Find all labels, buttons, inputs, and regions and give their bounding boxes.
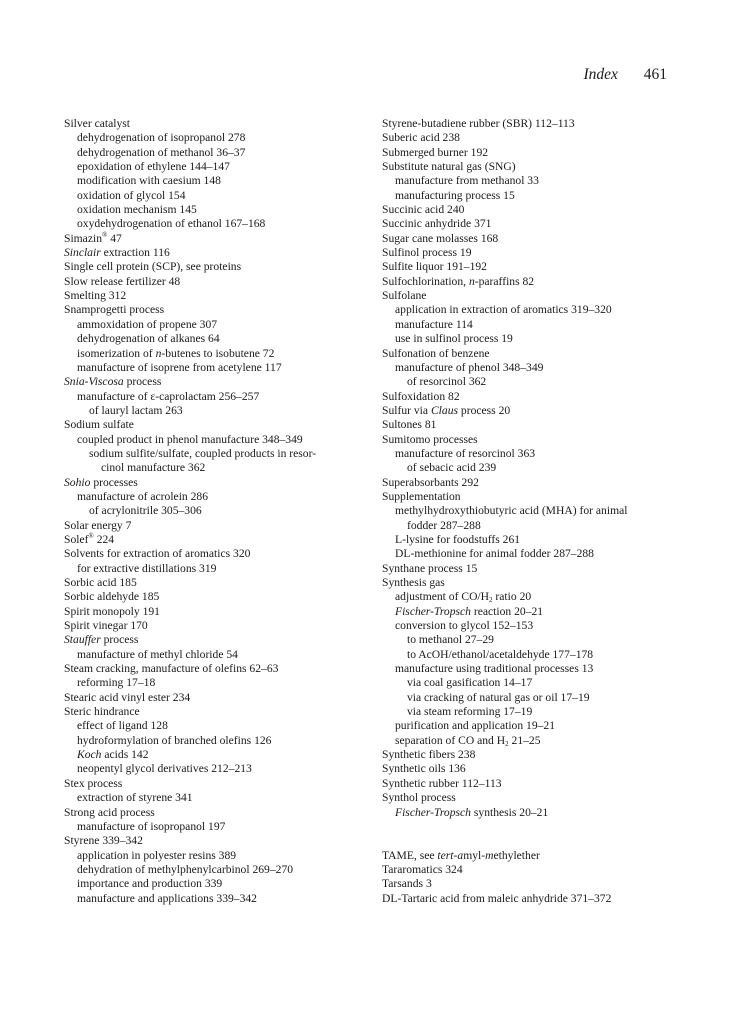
index-entry xyxy=(382,347,667,361)
entry-text: via cracking of natural gas or oil 17–19 xyxy=(407,690,590,704)
index-entry xyxy=(382,131,667,145)
entry-text: Styrene-butadiene rubber (SBR) 112–113 xyxy=(382,117,575,130)
entry-text: adjustment of CO/H xyxy=(395,590,490,604)
entry-text: separation of CO and H xyxy=(395,733,506,747)
index-entry xyxy=(382,476,667,490)
index-entry xyxy=(64,605,364,619)
entry-text: manufacture of phenol 348–349 xyxy=(395,360,544,374)
index-subentry xyxy=(382,533,667,547)
index-entry xyxy=(382,433,667,447)
entry-text: via steam reforming 17–19 xyxy=(407,705,533,719)
index-subentry xyxy=(64,361,364,375)
entry-text: ® xyxy=(102,230,108,239)
index-subentry xyxy=(382,734,667,748)
index-entry xyxy=(382,203,667,217)
entry-text: Sorbic aldehyde 185 xyxy=(64,590,160,604)
entry-text: Fischer-Tropsch xyxy=(395,805,471,819)
index-subentry xyxy=(64,404,364,418)
entry-text: isomerization of xyxy=(77,346,156,360)
index-entry xyxy=(64,260,364,274)
entry-text: epoxidation of ethylene 144–147 xyxy=(77,160,230,174)
entry-text: Synthetic rubber 112–113 xyxy=(382,776,502,790)
entry-text: Solvents for extraction of aromatics 320 xyxy=(64,547,251,561)
entry-text: Synthane process 15 xyxy=(382,561,478,575)
entry-text: Claus xyxy=(430,403,459,417)
entry-text: 224 xyxy=(93,532,115,546)
index-subentry xyxy=(382,332,667,346)
entry-text: to methanol 27–29 xyxy=(407,633,494,647)
entry-text: dehydrogenation of isopropanol 278 xyxy=(77,131,246,145)
entry-text: Sulfolane xyxy=(382,289,427,303)
entry-text: manufacture 114 xyxy=(395,317,473,331)
index-entry xyxy=(64,519,364,533)
entry-text: -paraffins 82 xyxy=(474,274,535,288)
entry-text: Spirit monopoly 191 xyxy=(64,604,160,618)
entry-text: manufacture of methyl chloride 54 xyxy=(77,647,238,661)
entry-text: Synthetic fibers 238 xyxy=(382,748,476,762)
index-entry xyxy=(382,490,667,504)
index-subentry xyxy=(64,820,364,834)
index-subentry xyxy=(64,189,364,203)
index-subentry xyxy=(64,863,364,877)
entry-text: Synthol process xyxy=(382,791,456,805)
index-subentry xyxy=(64,892,364,906)
index-subentry xyxy=(64,648,364,662)
entry-text: via coal gasification 14–17 xyxy=(407,676,533,690)
entry-text: Tararomatics 324 xyxy=(382,862,463,876)
entry-text: n xyxy=(155,346,162,360)
index-subentry xyxy=(64,217,364,231)
entry-text: Sohio xyxy=(64,475,91,489)
entry-text: application in extraction of aromatics 319–320 xyxy=(395,303,612,317)
entry-text: ethylether xyxy=(493,848,540,862)
section-title: Index xyxy=(583,66,618,83)
index-subentry xyxy=(64,490,364,504)
index-subentry xyxy=(64,146,364,160)
entry-text: to AcOH/ethanol/acetaldehyde 177–178 xyxy=(407,647,594,661)
entry-text: 2 xyxy=(489,596,493,605)
entry-text: Succinic anhydride 371 xyxy=(382,217,492,231)
index-entry xyxy=(64,232,364,246)
index-subentry xyxy=(64,791,364,805)
index-entry xyxy=(64,576,364,590)
entry-text: Sulfinol process 19 xyxy=(382,246,472,260)
entry-text: reforming 17–18 xyxy=(77,676,156,690)
entry-text: Stearic acid vinyl ester 234 xyxy=(64,690,191,704)
index-subentry xyxy=(382,676,667,690)
index-subentry xyxy=(382,447,667,461)
index-subentry xyxy=(64,203,364,217)
entry-text: hydroformylation of branched olefins 126 xyxy=(77,733,272,747)
entry-text: Steric hindrance xyxy=(64,705,140,719)
entry-text: Styrene 339–342 xyxy=(64,834,143,848)
entry-text: Sugar cane molasses 168 xyxy=(382,231,499,245)
entry-text: manufacture using traditional processes 13 xyxy=(395,662,594,676)
entry-text: Sultones 81 xyxy=(382,418,437,432)
entry-text: methylhydroxythiobutyric acid (MHA) for animal xyxy=(395,504,628,518)
entry-text: Steam cracking, manufacture of olefins 62–63 xyxy=(64,662,279,676)
entry-text: Superabsorbants 292 xyxy=(382,475,479,489)
index-entry xyxy=(382,217,667,231)
index-entry xyxy=(64,777,364,791)
index-entry xyxy=(64,275,364,289)
index-subentry xyxy=(64,762,364,776)
entry-text: Sulfochlorination, xyxy=(382,274,469,288)
index-entry xyxy=(64,289,364,303)
index-subentry xyxy=(382,705,667,719)
index-subentry xyxy=(382,806,667,820)
entry-text: Strong acid process xyxy=(64,805,155,819)
index-entry xyxy=(382,246,667,260)
entry-text: synthesis 20–21 xyxy=(470,805,549,819)
entry-text: Tarsands 3 xyxy=(382,877,432,891)
entry-text: use in sulfinol process 19 xyxy=(395,332,513,346)
entry-text: Solef xyxy=(64,532,89,546)
entry-text: Sumitomo processes xyxy=(382,432,478,446)
entry-text: Suberic acid 238 xyxy=(382,131,460,145)
index-subentry xyxy=(64,849,364,863)
entry-text: DL-methionine for animal fodder 287–288 xyxy=(395,547,594,561)
entry-text: process 20 xyxy=(458,403,511,417)
entry-text: manufacture of resorcinol 363 xyxy=(395,446,536,460)
entry-text: manufacture of isopropanol 197 xyxy=(77,819,226,833)
index-entry xyxy=(382,232,667,246)
entry-text: importance and production 339 xyxy=(77,877,223,891)
index-subentry xyxy=(64,748,364,762)
entry-text: L-lysine for foodstuffs 261 xyxy=(395,532,521,546)
index-subentry xyxy=(382,504,667,518)
entry-text: tert xyxy=(437,848,454,862)
index-subentry xyxy=(382,719,667,733)
entry-text: 21–25 xyxy=(508,733,541,747)
entry-text: Koch xyxy=(77,748,102,762)
entry-text: Submerged burner 192 xyxy=(382,145,489,159)
index-entry xyxy=(382,275,667,289)
entry-text: oxydehydrogenation of ethanol 167–168 xyxy=(77,217,266,231)
index-gap xyxy=(382,820,667,834)
entry-text: Synthesis gas xyxy=(382,576,445,589)
index-subentry xyxy=(382,648,667,662)
entry-text: Single cell protein (SCP), see proteins xyxy=(64,260,242,274)
entry-text: effect of ligand 128 xyxy=(77,719,168,733)
entry-text: ratio 20 xyxy=(492,590,532,604)
index-subentry xyxy=(382,174,667,188)
entry-text: manufacture from methanol 33 xyxy=(395,174,539,188)
entry-text: manufacturing process 15 xyxy=(395,188,515,202)
index-subentry xyxy=(382,605,667,619)
index-entry xyxy=(382,892,667,906)
index-subentry xyxy=(64,160,364,174)
entry-text: conversion to glycol 152–153 xyxy=(395,619,534,633)
index-entry xyxy=(64,117,364,131)
entry-text: Sulfoxidation 82 xyxy=(382,389,460,403)
index-entry xyxy=(382,863,667,877)
entry-text: - xyxy=(453,848,458,862)
index-subentry xyxy=(382,691,667,705)
entry-text: Sinclair xyxy=(64,246,101,260)
entry-text: coupled product in phenol manufacture 348–349 xyxy=(77,432,303,446)
index-subentry xyxy=(64,433,364,447)
index-entry xyxy=(64,375,364,389)
index-subentry xyxy=(382,361,667,375)
index-entry xyxy=(64,547,364,561)
index-entry xyxy=(382,117,667,131)
index-column-right xyxy=(382,117,667,906)
entry-text: manufacture of ε-caprolactam 256–257 xyxy=(77,389,260,403)
index-subentry xyxy=(382,590,667,604)
index-entry xyxy=(64,533,364,547)
entry-text: Sulfur via xyxy=(382,403,431,417)
index-entry xyxy=(382,576,667,590)
index-subentry xyxy=(64,390,364,404)
entry-text: sodium sulfite/sulfate, coupled products in resor- xyxy=(89,446,317,460)
index-subentry xyxy=(64,504,364,518)
index-entry xyxy=(64,418,364,432)
index-entry xyxy=(382,777,667,791)
entry-text: dehydrogenation of methanol 36–37 xyxy=(77,145,246,159)
index-entry xyxy=(382,289,667,303)
index-entry xyxy=(64,691,364,705)
entry-text: Spirit vinegar 170 xyxy=(64,619,148,633)
index-entry xyxy=(64,633,364,647)
index-entry xyxy=(64,303,364,317)
entry-text: ammoxidation of propene 307 xyxy=(77,317,218,331)
entry-text: Sulfonation of benzene xyxy=(382,346,490,360)
index-subentry xyxy=(64,676,364,690)
entry-text: m xyxy=(485,848,494,862)
index-entry xyxy=(382,160,667,174)
entry-text: application in polyester resins 389 xyxy=(77,848,237,862)
index-subentry xyxy=(64,562,364,576)
entry-text: for extractive distillations 319 xyxy=(77,561,217,575)
index-subentry xyxy=(382,303,667,317)
index-entry xyxy=(64,662,364,676)
index-entry xyxy=(382,146,667,160)
entry-text: Succinic acid 240 xyxy=(382,203,465,217)
entry-text: Silver catalyst xyxy=(64,117,131,130)
index-entry xyxy=(382,404,667,418)
entry-text: Sorbic acid 185 xyxy=(64,576,137,589)
index-column-left xyxy=(64,117,364,906)
index-subentry xyxy=(382,633,667,647)
entry-text: Substitute natural gas (SNG) xyxy=(382,160,516,174)
entry-text: purification and application 19–21 xyxy=(395,719,556,733)
entry-text: Smelting 312 xyxy=(64,289,127,303)
index-subentry xyxy=(64,734,364,748)
entry-text: n xyxy=(468,274,475,288)
entry-text: 2 xyxy=(505,739,509,748)
entry-text: Snia-Viscosa xyxy=(64,375,124,389)
entry-text: Snamprogetti process xyxy=(64,303,165,317)
index-subentry xyxy=(64,131,364,145)
index-subentry xyxy=(382,547,667,561)
index-gap xyxy=(382,834,667,848)
index-entry xyxy=(64,619,364,633)
entry-text: process xyxy=(123,375,162,389)
index-entry xyxy=(64,590,364,604)
entry-text: a xyxy=(457,848,464,862)
entry-text: process xyxy=(100,633,139,647)
index-subentry xyxy=(64,318,364,332)
index-subentry xyxy=(382,519,667,533)
entry-text: Supplementation xyxy=(382,489,461,503)
index-subentry xyxy=(382,619,667,633)
entry-text: Stauffer xyxy=(64,633,101,647)
entry-text: extraction of styrene 341 xyxy=(77,791,193,805)
index-entry xyxy=(64,246,364,260)
entry-text: of resorcinol 362 xyxy=(407,375,487,389)
entry-text: cinol manufacture 362 xyxy=(101,461,206,475)
entry-text: myl- xyxy=(463,848,486,862)
index-entry xyxy=(382,562,667,576)
entry-text: manufacture and applications 339–342 xyxy=(77,891,257,905)
entry-text: manufacture of isoprene from acetylene 117 xyxy=(77,360,282,374)
index-subentry xyxy=(382,318,667,332)
index-subentry xyxy=(382,375,667,389)
index-subentry xyxy=(64,461,364,475)
index-subentry xyxy=(64,719,364,733)
entry-text: TAME, see xyxy=(382,848,438,862)
index-entry xyxy=(382,260,667,274)
index-subentry xyxy=(382,662,667,676)
index-entry xyxy=(382,390,667,404)
running-head xyxy=(583,66,667,84)
index-entry xyxy=(382,762,667,776)
index-entry xyxy=(382,791,667,805)
entry-text: Stex process xyxy=(64,776,123,790)
index-subentry xyxy=(382,461,667,475)
page-number: 461 xyxy=(643,66,667,83)
entry-text: modification with caesium 148 xyxy=(77,174,221,188)
entry-text: dehydrogenation of alkanes 64 xyxy=(77,332,220,346)
entry-text: Simazin xyxy=(64,231,102,245)
index-entry xyxy=(382,748,667,762)
index-subentry xyxy=(64,347,364,361)
entry-text: Synthetic oils 136 xyxy=(382,762,466,776)
entry-text: reaction 20–21 xyxy=(470,604,544,618)
entry-text: extraction 116 xyxy=(100,246,170,260)
index-subentry xyxy=(64,174,364,188)
entry-text: manufacture of acrolein 286 xyxy=(77,489,209,503)
entry-text: Slow release fertilizer 48 xyxy=(64,274,181,288)
index-entry xyxy=(64,705,364,719)
index-entry xyxy=(64,476,364,490)
index-entry xyxy=(382,877,667,891)
entry-text: DL-Tartaric acid from maleic anhydride 371–372 xyxy=(382,891,612,905)
index-subentry xyxy=(64,332,364,346)
index-entry xyxy=(64,806,364,820)
entry-text: of sebacic acid 239 xyxy=(407,461,497,475)
entry-text: neopentyl glycol derivatives 212–213 xyxy=(77,762,252,776)
index-subentry xyxy=(64,877,364,891)
entry-text: acids 142 xyxy=(101,748,149,762)
index-entry xyxy=(382,418,667,432)
entry-text: fodder 287–288 xyxy=(407,518,481,532)
entry-text: of lauryl lactam 263 xyxy=(89,403,183,417)
index-subentry xyxy=(64,447,364,461)
entry-text: Sulfite liquor 191–192 xyxy=(382,260,487,274)
entry-text: oxidation mechanism 145 xyxy=(77,203,197,217)
entry-text: Fischer-Tropsch xyxy=(395,604,471,618)
entry-text: dehydration of methylphenylcarbinol 269–270 xyxy=(77,862,294,876)
index-entry xyxy=(382,849,667,863)
index-subentry xyxy=(382,189,667,203)
entry-text: 47 xyxy=(107,231,122,245)
entry-text: of acrylonitrile 305–306 xyxy=(89,504,202,518)
index-entry xyxy=(64,834,364,848)
entry-text: ® xyxy=(88,531,94,540)
entry-text: oxidation of glycol 154 xyxy=(77,188,186,202)
entry-text: -butenes to isobutene 72 xyxy=(161,346,275,360)
entry-text: Sodium sulfate xyxy=(64,418,134,432)
entry-text: processes xyxy=(90,475,138,489)
entry-text: Solar energy 7 xyxy=(64,518,132,532)
